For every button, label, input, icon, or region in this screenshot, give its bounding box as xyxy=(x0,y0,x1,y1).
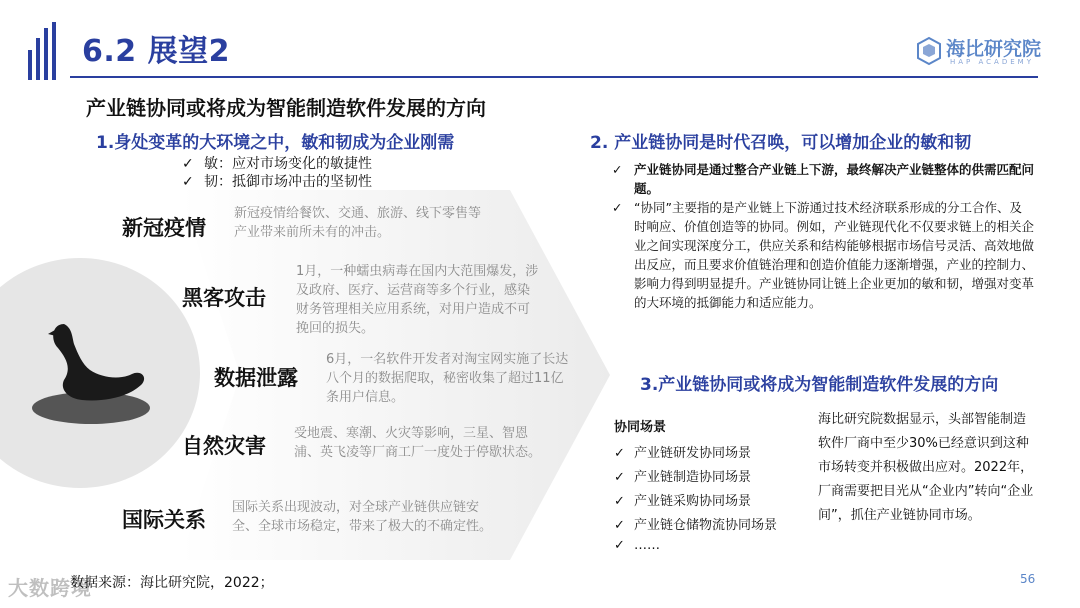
scenario-item-text: 产业链仓储物流协同场景 xyxy=(634,518,778,533)
page-number: 56 xyxy=(1020,572,1036,586)
title-divider xyxy=(70,76,1038,78)
check-icon: ✓ xyxy=(614,494,625,509)
watermark: 大数跨境 xyxy=(8,576,92,600)
scenario-title: 协同场景 xyxy=(614,420,667,435)
black-swan-icon xyxy=(42,318,152,410)
page-title: 6.2 展望2 xyxy=(82,34,230,69)
section3-title: 3.产业链协同或将成为智能制造软件发展的方向 xyxy=(640,375,999,395)
check-icon: ✓ xyxy=(182,174,194,190)
check-item-text: 敏：应对市场变化的敏捷性 xyxy=(204,156,372,172)
scenario-item xyxy=(614,490,751,509)
check-icon: ✓ xyxy=(612,162,623,177)
event-label-covid: 新冠疫情 xyxy=(122,216,206,240)
event-label-disaster: 自然灾害 xyxy=(182,434,266,458)
check-icon: ✓ xyxy=(182,156,194,172)
event-desc-hacker: 1月，一种蠕虫病毒在国内大范围爆发，涉及政府、医疗、运营商等多个行业，感染财务管理相关应用系统，对用户造成不可挽回的损失。 xyxy=(296,264,539,336)
cube-logo-icon xyxy=(916,36,942,66)
section2-item-text: “协同”主要指的是产业链上下游通过技术经济联系形成的分工合作、及时响应、价值创造等的协同。例如，产业链现代化不仅要求链上的相关企业之间实现深度分工，供应关系和结构能够根据市场信号灵活、高效地做出反应，而且要求价值链治理和创造价值能力逐渐增强，产业的控制力、影响力得到明显提升。产业链协同让链上企业更加的敏和韧，增强对变革的大环境的抵御能力和适应能力。 xyxy=(634,200,1035,310)
scenario-item-text: 产业链制造协同场景 xyxy=(634,470,752,485)
check-icon: ✓ xyxy=(614,470,625,485)
event-label-international: 国际关系 xyxy=(122,508,206,532)
scenario-item xyxy=(614,514,777,533)
event-desc-disaster: 受地震、寒潮、火灾等影响，三星、智恩浦、英飞凌等厂商工厂一度处于停歇状态。 xyxy=(294,426,542,460)
scenario-item xyxy=(614,466,751,485)
data-source: 数据来源：海比研究院，2022； xyxy=(70,575,274,591)
scenario-item-text: …… xyxy=(634,538,660,553)
slide-subtitle: 产业链协同或将成为智能制造软件发展的方向 xyxy=(86,96,486,120)
title-bars-decoration xyxy=(28,22,58,80)
check-item xyxy=(182,171,372,191)
check-item-text: 韧：抵御市场冲击的坚韧性 xyxy=(204,174,372,190)
scenario-item-text: 产业链采购协同场景 xyxy=(634,494,752,509)
check-icon: ✓ xyxy=(614,446,625,461)
section3-text: 海比研究院数据显示，头部智能制造软件厂商中至少30%已经意识到这种市场转变并积极做出应对。2022年，厂商需要把目光从“企业内”转向“企业间”，抓住产业链协同市场。 xyxy=(818,412,1034,523)
section1-title: 1.身处变革的大环境之中，敏和韧成为企业刚需 xyxy=(96,133,455,153)
scenario-item-text: 产业链研发协同场景 xyxy=(634,446,752,461)
event-desc-data-leak: 6月，一名软件开发者对淘宝网实施了长达八个月的数据爬取，秘密收集了超过11亿条用户信息。 xyxy=(326,352,569,405)
check-icon: ✓ xyxy=(614,518,625,533)
section2-item-text: 产业链协同是通过整合产业链上下游，最终解决产业链整体的供需匹配问题。 xyxy=(634,162,1035,196)
brand-subtitle: HAP ACADEMY xyxy=(950,58,1034,66)
section2-title: 2. 产业链协同是时代召唤，可以增加企业的敏和韧 xyxy=(590,133,972,153)
section2-item xyxy=(614,198,1034,312)
event-desc-international: 国际关系出现波动，对全球产业链供应链安全、全球市场稳定，带来了极大的不确定性。 xyxy=(232,500,493,534)
check-icon: ✓ xyxy=(614,538,625,553)
check-item xyxy=(182,153,372,173)
event-desc-covid: 新冠疫情给餐饮、交通、旅游、线下零售等产业带来前所未有的冲击。 xyxy=(234,206,482,240)
brand-name: 海比研究院 xyxy=(946,38,1042,60)
check-icon: ✓ xyxy=(612,200,623,215)
scenario-item xyxy=(614,538,660,553)
event-label-data-leak: 数据泄露 xyxy=(214,366,298,390)
event-label-hacker: 黑客攻击 xyxy=(182,286,266,310)
scenario-item xyxy=(614,442,751,461)
section2-item xyxy=(614,160,1034,198)
